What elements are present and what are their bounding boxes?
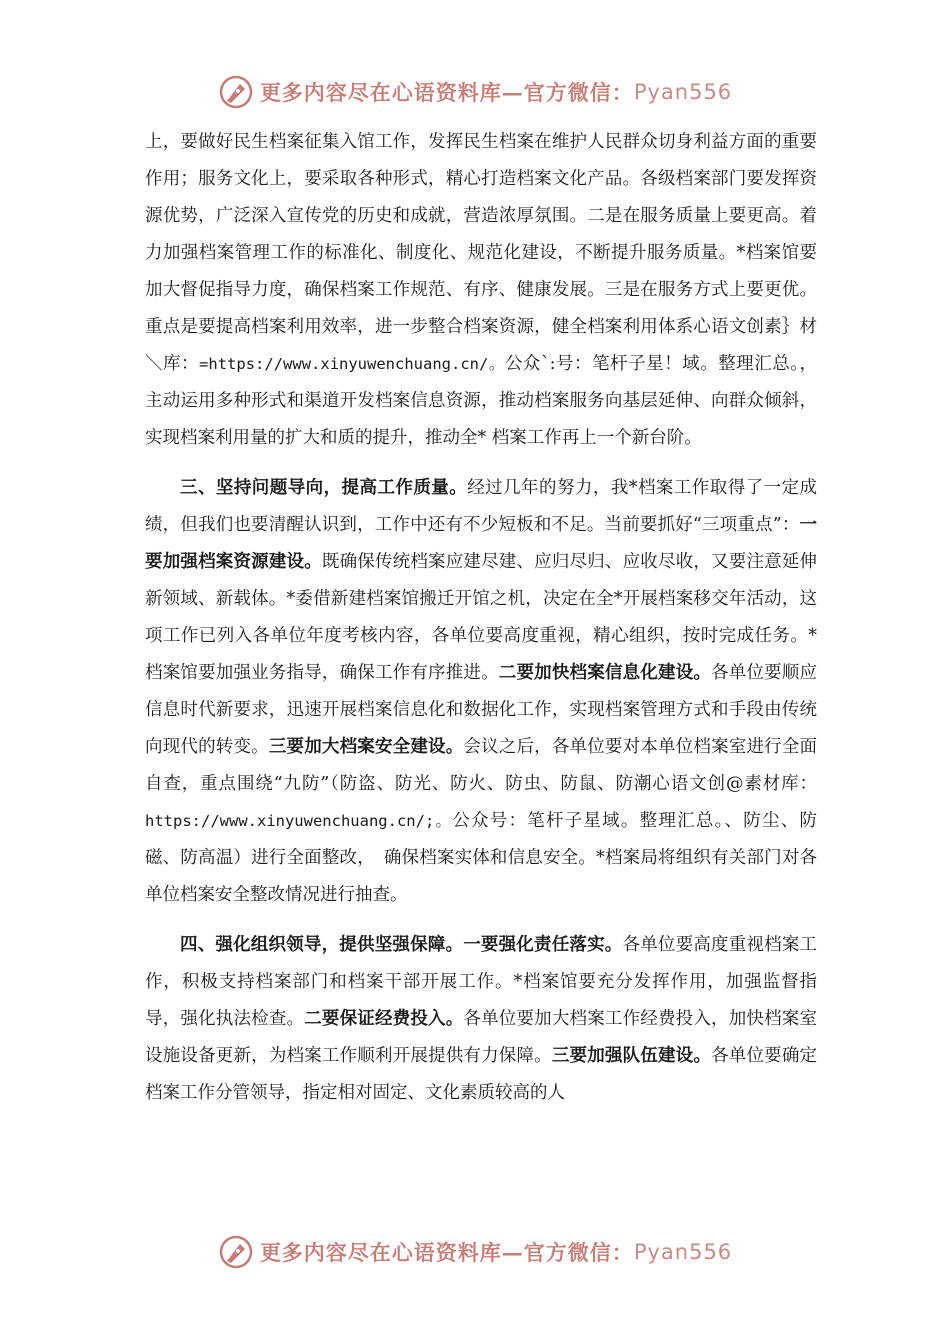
pen-nib-logo-icon: [218, 1234, 254, 1270]
pen-nib-logo-icon: [218, 74, 254, 110]
subpoint-heading: 三要加大档案安全建设。: [268, 737, 464, 757]
section-heading-3: 三、坚持问题导向，提高工作质量。: [180, 478, 468, 498]
header-watermark-banner: [0, 70, 950, 114]
footer-banner-wechat-id: Pyan556: [633, 1240, 733, 1264]
subpoint-heading: 二要加快档案信息化建设。: [498, 663, 712, 683]
inline-url: =https://www.xinyuwenchuang.cn/。: [199, 355, 505, 373]
footer-watermark-banner: [0, 1230, 950, 1274]
header-banner-wechat-id: Pyan556: [633, 80, 733, 104]
subpoint-heading: 一要强化责任落实。: [463, 935, 623, 955]
subpoint-heading: 三要加强队伍建设。: [551, 1046, 712, 1066]
paragraph-1: 上，要做好民生档案征集入馆工作，发挥民生档案在维护人民群众切身利益方面的重要作用；服务文化上，要采取各种形式，精心打造档案文化产品。各级档案部门要发挥资源优势，广泛深入宣传党的历史和成就，营造浓厚氛围。二是在服务质量上要更高。着力加强档案管理工作的标准化、制度化、规范化建设，不断提升服务质量。*档案馆要加大督促指导力度，确保档案工作规范、有序、健康发展。三是在服务方式上要更优。重点是要提高档案利用效率，进一步整合档案资源，健全档案利用体系心语文创素｝材＼库：=https://www.xinyuwenchuang.cn/。公众`:号：笔杆子星！域。整理汇总。，主动运用多种形式和渠道开发档案信息资源，推动档案服务向基层延伸、向群众倾斜，实现档案利用量的扩大和质的提升，推动全* 档案工作再上一个新台阶。: [145, 132, 817, 448]
paragraph-3: 四、强化组织领导，提供坚强保障。一要强化责任落实。各单位要高度重视档案工作，积极支持档案部门和档案干部开展工作。*档案馆要充分发挥作用，加强监督指导，强化执法检查。二要保证经费投入。各单位要加大档案工作经费投入，加快档案室设施设备更新，为档案工作顺利开展提供有力保障。三要加强队伍建设。各单位要确定档案工作分管领导，指定相对固定、文化素质较高的人: [145, 935, 818, 1103]
subpoint-heading: 二要保证经费投入。: [304, 1009, 464, 1029]
inline-url: https://www.xinyuwenchuang.cn/;。: [145, 812, 453, 830]
paragraph-2: 三、坚持问题导向，提高工作质量。经过几年的努力，我*档案工作取得了一定成绩，但我们也要清醒认识到，工作中还有不少短板和不足。当前要抓好“三项重点”：一要加强档案资源建设。既确保传统档案应建尽建、应归尽归、应收尽收，又要注意延伸新领域、新载体。*委借新建档案馆搬迁开馆之机，决定在全*开展档案移交年活动，这项工作已列入各单位年度考核内容，各单位要高度重视，精心组织，按时完成任务。*档案馆要加强业务指导，确保工作有序推进。二要加快档案信息化建设。各单位要顺应信息时代新要求，迅速开展档案信息化和数据化工作，实现档案管理方式和手段由传统向现代的转变。三要加大档案安全建设。会议之后，各单位要对本单位档案室进行全面自查，重点围绕“九防”（防盗、防光、防火、防虫、防鼠、防潮心语文创@素材库：https://www.xinyuwenchuang.cn/;。公众号：笔杆子星域。整理汇总。、防尘、防磁、防高温）进行全面整改， 确保档案实体和信息安全。*档案局将组织有关部门对各单位档案安全整改情况进行抽查。: [145, 478, 818, 905]
header-banner-text: 更多内容尽在心语资料库—官方微信：: [259, 80, 634, 105]
document-body: [145, 124, 817, 1112]
section-heading-4: 四、强化组织领导，提供坚强保障。: [180, 935, 464, 955]
subpoint-heading: 一要加强档案资源建设。: [145, 515, 817, 572]
footer-banner-text: 更多内容尽在心语资料库—官方微信：: [259, 1240, 634, 1265]
